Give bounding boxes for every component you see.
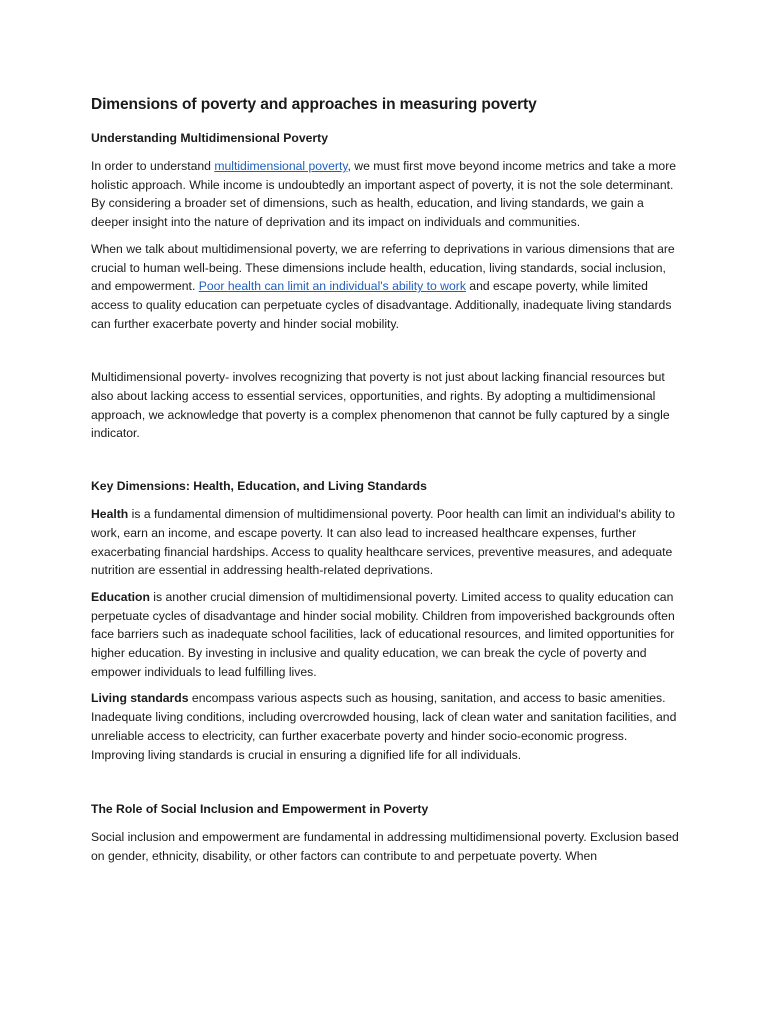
paragraph-recognizing: Multidimensional poverty- involves recognizing that poverty is not just about lacking financial resources but also about lacking access to essential services, opportunities, and rights. By adopting a multidimensional approach, we acknowledge that poverty is a complex phenomenon that cannot be fully captured by a single indicator. bbox=[91, 370, 670, 441]
paragraph-deprivations-before: When we talk about multidimensional poverty, we are referring to deprivations in various dimensions that are crucial to human well-being. These dimensions include health, education, living standards, social inclusion, and empowerment. bbox=[91, 241, 675, 294]
document-page bbox=[91, 92, 683, 874]
paragraph-social-inclusion: Social inclusion and empowerment are fundamental in addressing multidimensional poverty. Exclusion based on gender, ethnicity, disability, or other factors can contribute to and perpetuate poverty. When bbox=[91, 830, 679, 863]
section-heading-social-inclusion: The Role of Social Inclusion and Empowerment in Poverty bbox=[91, 802, 429, 817]
section-heading-understanding: Understanding Multidimensional Poverty bbox=[91, 131, 329, 145]
link-multidimensional-poverty[interactable]: multidimensional poverty bbox=[214, 159, 348, 173]
paragraph-living-standards bbox=[91, 689, 683, 764]
term-education: Education bbox=[91, 589, 150, 604]
paragraph-living-standards-text: encompass various aspects such as housing, sanitation, and access to basic amenities. Inadequate living conditions, including overcrowded housing, lack of clean water and sanitation facilities, and unreliable access to electricity, can further exacerbate poverty and hinder socio-economic progress. Improving living standards is crucial in ensuring a dignified life for all individuals. bbox=[91, 691, 677, 762]
paragraph-education-text: is another crucial dimension of multidimensional poverty. Limited access to quality education can perpetuate cycles of disadvantage and hinder social mobility. Children from impoverished backgrounds often face barriers such as inadequate school facilities, lack of educational resources, and limited opportunities for higher education. By investing in inclusive and quality education, we can break the cycle of poverty and empower individuals to lead fulfilling lives. bbox=[91, 589, 675, 679]
paragraph-deprivations bbox=[91, 240, 683, 334]
paragraph-intro-before: In order to understand bbox=[91, 159, 215, 173]
section-heading-key-dimensions: Key Dimensions: Health, Education, and Living Standards bbox=[91, 479, 427, 494]
paragraph-health bbox=[91, 505, 683, 580]
term-living-standards: Living standards bbox=[91, 691, 189, 706]
link-poor-health[interactable]: Poor health can limit an individual's ability to work bbox=[198, 279, 466, 294]
paragraph-deprivations-after: and escape poverty, while limited access to quality education can perpetuate cycles of disadvantage. Additionally, inadequate living standards can further exacerbate poverty and hinder social mobility. bbox=[91, 279, 672, 331]
paragraph-health-text: is a fundamental dimension of multidimensional poverty. Poor health can limit an individual's ability to work, earn an income, and escape poverty. It can also lead to increased healthcare expenses, further exacerbating financial hardships. Access to quality healthcare services, preventive measures, and adequate nutrition are essential in addressing health-related deprivations. bbox=[91, 507, 676, 578]
paragraph-intro-after: , we must first move beyond income metrics and take a more holistic approach. While income is undoubtedly an important aspect of poverty, it is not the sole determinant. By considering a broader set of dimensions, such as health, education, and living standards, we gain a deeper insight into the nature of deprivation and its impact on individuals and communities. bbox=[91, 159, 677, 230]
document-title: Dimensions of poverty and approaches in measuring poverty bbox=[91, 96, 537, 113]
term-health: Health bbox=[91, 507, 129, 522]
paragraph-education bbox=[91, 588, 683, 682]
paragraph-intro bbox=[91, 157, 683, 232]
